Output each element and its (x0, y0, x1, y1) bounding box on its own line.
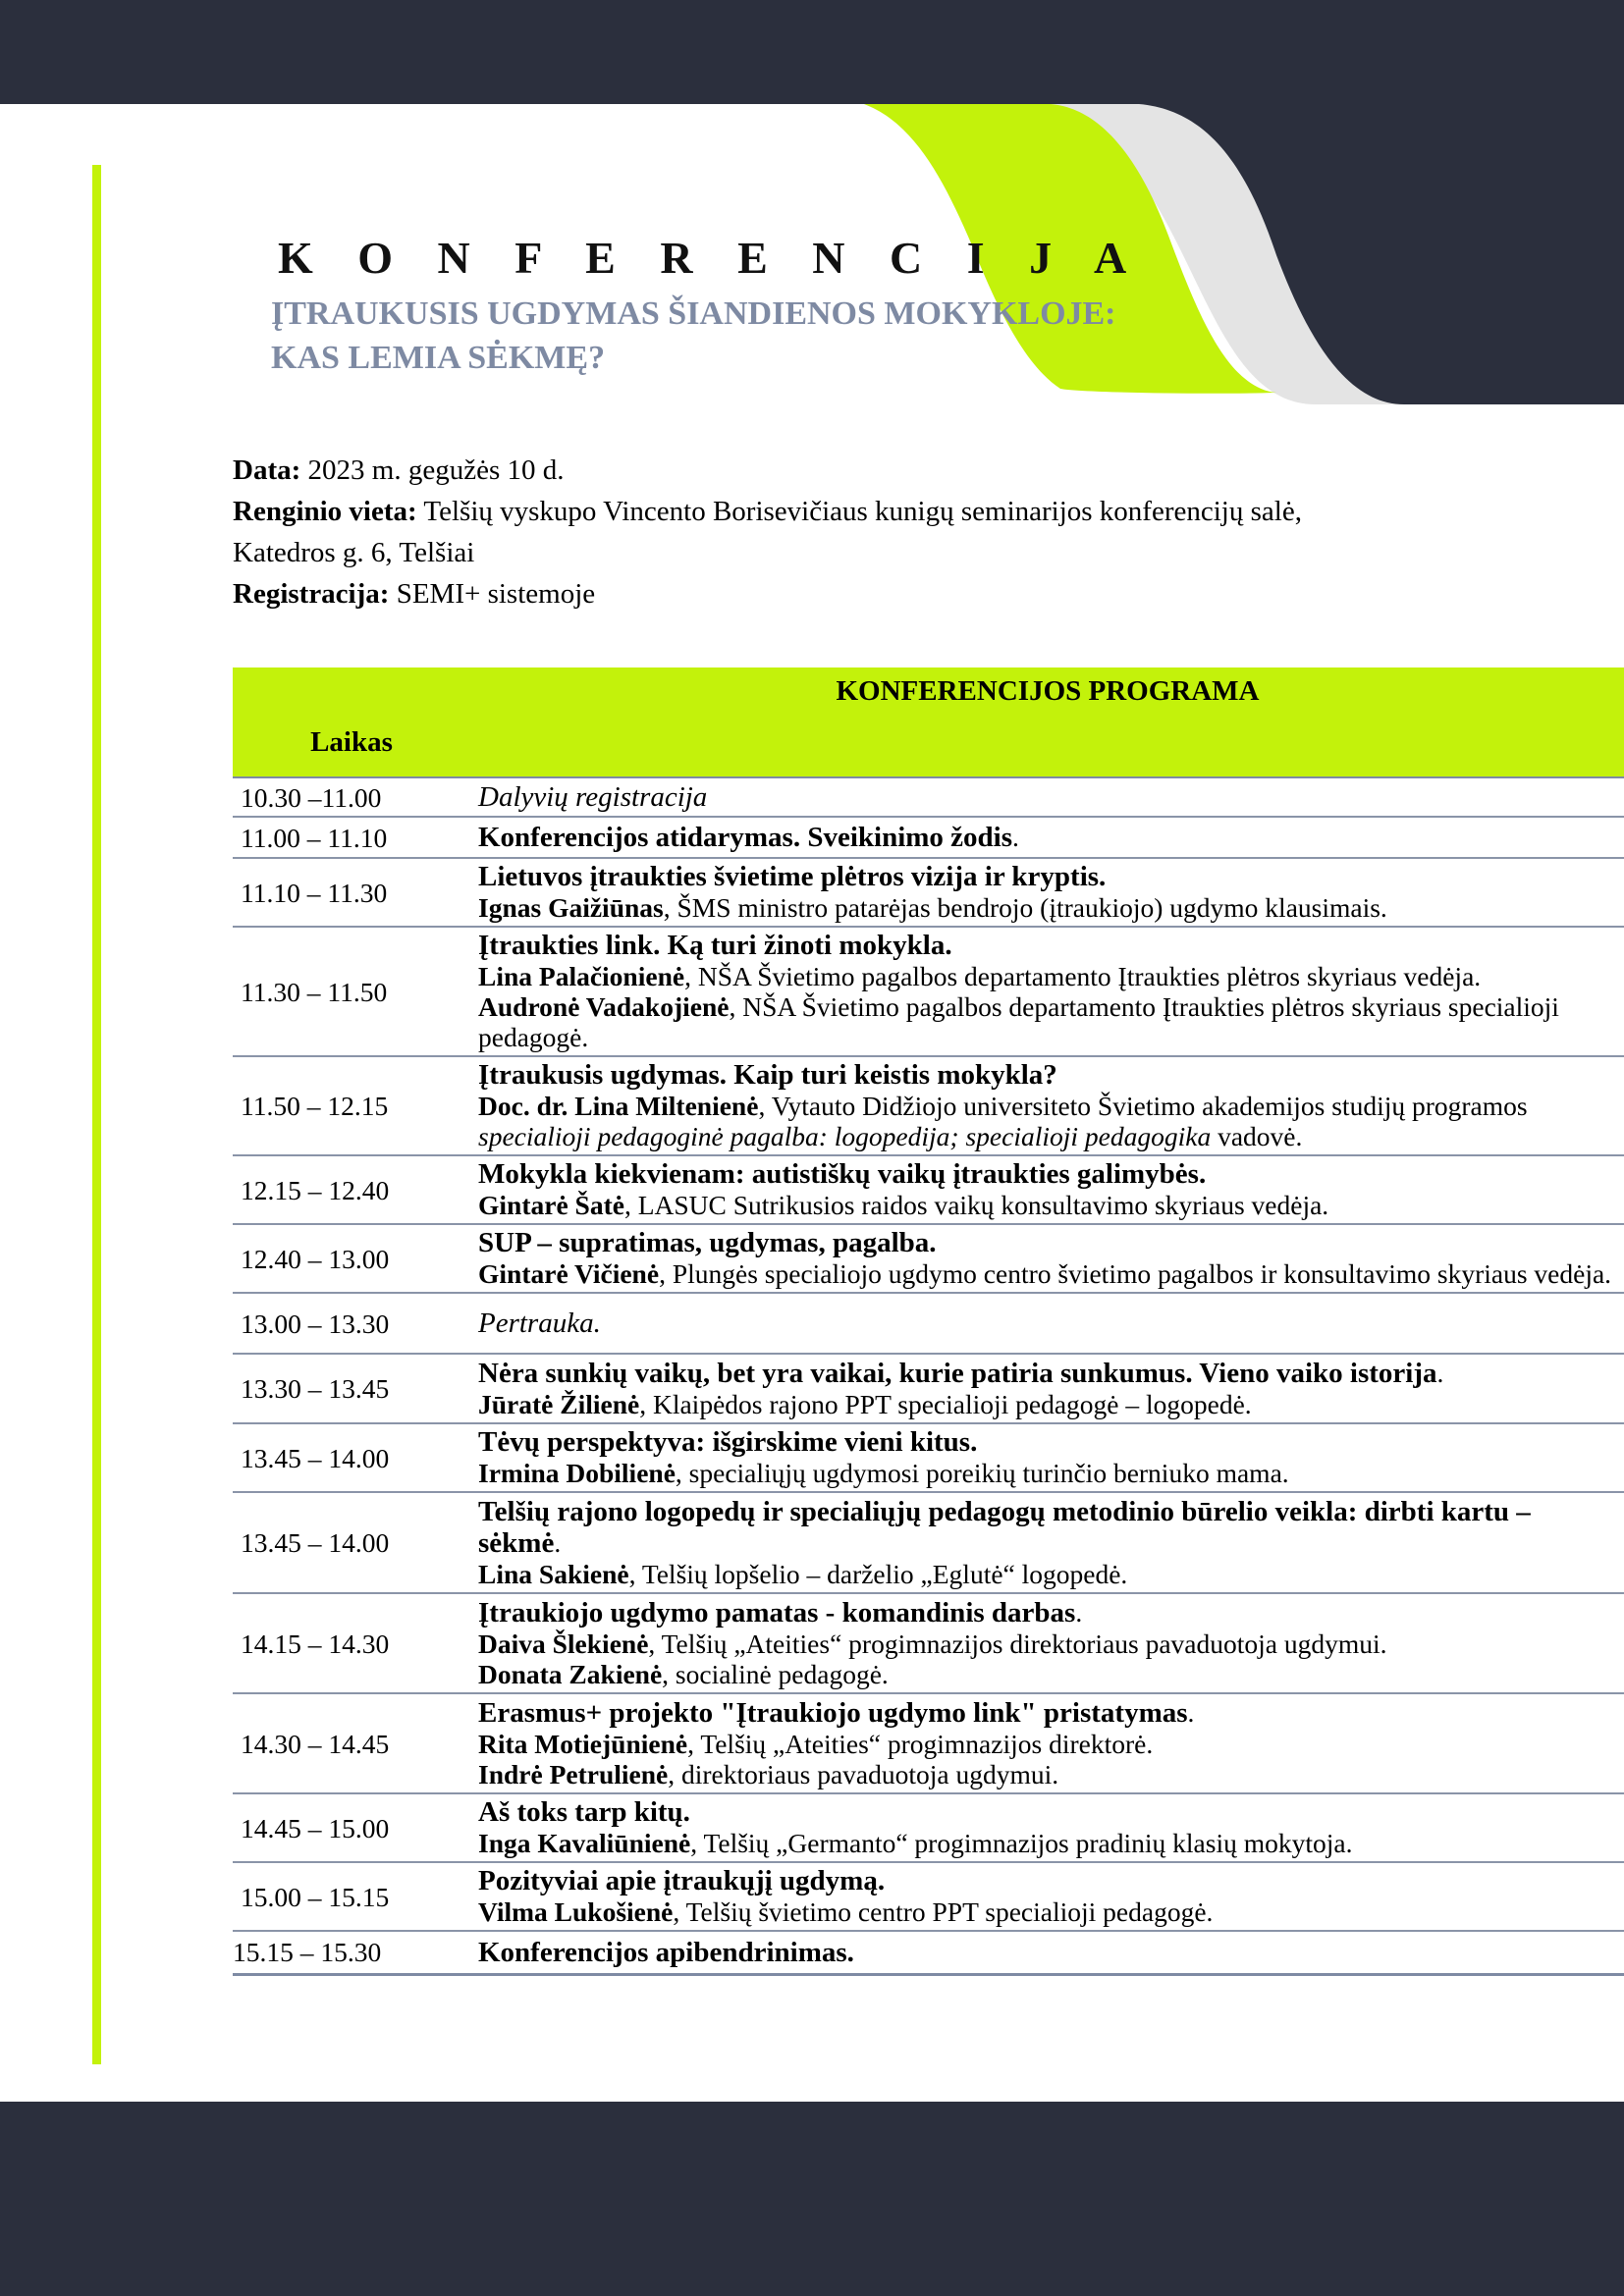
info-venue-address: Katedros g. 6, Telšiai (233, 537, 475, 568)
row-desc: Konferencijos apibendrinimas. (470, 1931, 1624, 1974)
table-row (233, 1793, 1624, 1862)
row-time: 13.30 – 13.45 (233, 1354, 470, 1423)
bottom-band (0, 2102, 1624, 2296)
table-row (233, 1224, 1624, 1293)
row-time: 15.15 – 15.30 (233, 1931, 470, 1974)
row-time: 11.30 – 11.50 (233, 927, 470, 1056)
row-desc: Įtraukties link. Ką turi žinoti mokykla. Lina Palačionienė, NŠA Švietimo pagalbos departamento Įtraukties plėtros skyriaus vedėja. Audronė Vadakojienė, NŠA Švietimo pagalbos departamento Įtraukties plėtros skyriaus specialioji pedagogė. (470, 927, 1624, 1056)
row-desc: Įtraukiojo ugdymo pamatas - komandinis darbas. Daiva Šlekienė, Telšių „Ateities“ progimnazijos direktoriaus pavaduotoja ugdymui. Donata Zakienė, socialinė pedagogė. (470, 1593, 1624, 1693)
row-time: 11.00 – 11.10 (233, 817, 470, 858)
table-row (233, 1423, 1624, 1492)
table-row (233, 1354, 1624, 1423)
row-time: 11.50 – 12.15 (233, 1056, 470, 1155)
speaker: Inga Kavaliūnienė, Telšių „Germanto“ progimnazijos pradinių klasių mokytoja. (478, 1828, 1353, 1858)
row-desc: Pertrauka. (470, 1293, 1624, 1354)
row-desc: SUP – supratimas, ugdymas, pagalba. Gintarė Vičienė, Plungės specialiojo ugdymo centro švietimo pagalbos ir konsultavimo skyriaus vedėja. (470, 1224, 1624, 1293)
side-accent-bar (92, 165, 101, 2064)
speaker: Audronė Vadakojienė, NŠA Švietimo pagalbos departamento Įtraukties plėtros skyriaus specialioji pedagogė. (478, 991, 1559, 1052)
column-header-program: KONFERENCIJOS PROGRAMA (470, 667, 1624, 777)
info-date: Data: 2023 m. gegužės 10 d. (233, 454, 565, 486)
program-header-row (233, 667, 1624, 777)
row-desc: Nėra sunkių vaikų, bet yra vaikai, kurie patiria sunkumus. Vieno vaiko istorija. Jūratė Žilienė, Klaipėdos rajono PPT specialioji pedagogė – logopedė. (470, 1354, 1624, 1423)
speaker: Vilma Lukošienė, Telšių švietimo centro PPT specialioji pedagogė. (478, 1896, 1214, 1927)
speaker: Indrė Petrulienė, direktoriaus pavaduotoja ugdymui. (478, 1759, 1059, 1789)
page-title: K O N F E R E N C I J A (278, 233, 1144, 283)
table-row (233, 777, 1624, 817)
row-desc: Konferencijos atidarymas. Sveikinimo žodis. (470, 817, 1624, 858)
table-row (233, 1931, 1624, 1974)
speaker: Lina Sakienė, Telšių lopšelio – darželio „Eglutė“ logopedė. (478, 1559, 1128, 1589)
row-desc: Telšių rajono logopedų ir specialiųjų pedagogų metodinio būrelio veikla: dirbti kartu – sėkmė. Lina Sakienė, Telšių lopšelio – darželio „Eglutė“ logopedė. (470, 1492, 1624, 1593)
table-row (233, 1862, 1624, 1931)
speaker: Irmina Dobilienė, specialiųjų ugdymosi poreikių turinčio berniuko mama. (478, 1458, 1289, 1488)
speaker: Gintarė Vičienė, Plungės specialiojo ugdymo centro švietimo pagalbos ir konsultavimo skyriaus vedėja. (478, 1258, 1612, 1289)
row-time: 14.15 – 14.30 (233, 1593, 470, 1693)
info-registration: Registracija: SEMI+ sistemoje (233, 578, 596, 610)
row-desc: Mokykla kiekvienam: autistiškų vaikų įtraukties galimybės. Gintarė Šatė, LASUC Sutrikusios raidos vaikų konsultavimo skyriaus vedėja. (470, 1155, 1624, 1224)
table-row (233, 1693, 1624, 1793)
table-row (233, 1593, 1624, 1693)
table-row (233, 1155, 1624, 1224)
row-time: 10.30 –11.00 (233, 777, 470, 817)
speaker: Gintarė Šatė, LASUC Sutrikusios raidos vaikų konsultavimo skyriaus vedėja. (478, 1190, 1329, 1220)
row-time: 12.15 – 12.40 (233, 1155, 470, 1224)
row-desc: Tėvų perspektyva: išgirskime vieni kitus. Irmina Dobilienė, specialiųjų ugdymosi poreikių turinčio berniuko mama. (470, 1423, 1624, 1492)
row-time: 14.45 – 15.00 (233, 1793, 470, 1862)
subtitle-line-2: KAS LEMIA SĖKMĘ? (271, 340, 606, 376)
row-desc: Pozityviai apie įtraukųjį ugdymą. Vilma Lukošienė, Telšių švietimo centro PPT specialioji pedagogė. (470, 1862, 1624, 1931)
speaker: Daiva Šlekienė, Telšių „Ateities“ progimnazijos direktoriaus pavaduotoja ugdymui. (478, 1629, 1387, 1659)
row-time: 12.40 – 13.00 (233, 1224, 470, 1293)
row-time: 15.00 – 15.15 (233, 1862, 470, 1931)
speaker: Rita Motiejūnienė, Telšių „Ateities“ progimnazijos direktorė. (478, 1729, 1154, 1759)
page-subtitle (271, 292, 1253, 380)
row-time: 14.30 – 14.45 (233, 1693, 470, 1793)
row-desc: Aš toks tarp kitų. Inga Kavaliūnienė, Telšių „Germanto“ progimnazijos pradinių klasių mokytoja. (470, 1793, 1624, 1862)
row-desc: Lietuvos įtraukties švietime plėtros vizija ir kryptis. Ignas Gaižiūnas, ŠMS ministro patarėjas bendrojo (įtraukiojo) ugdymo klausimais. (470, 858, 1624, 927)
table-row (233, 817, 1624, 858)
column-header-time: Laikas (233, 667, 470, 777)
program-table (233, 667, 1624, 1976)
speaker: Doc. dr. Lina Miltenienė, Vytauto Didžiojo universiteto Švietimo akademijos studijų programos specialioji pedagoginė pagalba: logopedija; specialioji pedagogika vadovė. (478, 1091, 1528, 1151)
info-venue: Renginio vieta: Telšių vyskupo Vincento Borisevičiaus kunigų seminarijos konferencijų salė, (233, 496, 1302, 527)
row-time: 13.45 – 14.00 (233, 1423, 470, 1492)
table-row (233, 1056, 1624, 1155)
speaker: Donata Zakienė, socialinė pedagogė. (478, 1659, 889, 1689)
table-row (233, 927, 1624, 1056)
speaker: Jūratė Žilienė, Klaipėdos rajono PPT specialioji pedagogė – logopedė. (478, 1389, 1252, 1419)
table-row (233, 858, 1624, 927)
event-info (233, 450, 1509, 614)
table-row (233, 1492, 1624, 1593)
row-desc: Erasmus+ projekto "Įtraukiojo ugdymo link" pristatymas. Rita Motiejūnienė, Telšių „Ateities“ progimnazijos direktorė. Indrė Petrulienė, direktoriaus pavaduotoja ugdymui. (470, 1693, 1624, 1793)
table-row (233, 1293, 1624, 1354)
subtitle-line-1: ĮTRAUKUSIS UGDYMAS ŠIANDIENOS MOKYKLOJE: (271, 295, 1116, 332)
speaker: Lina Palačionienė, NŠA Švietimo pagalbos departamento Įtraukties plėtros skyriaus vedėja. (478, 961, 1482, 991)
row-time: 13.45 – 14.00 (233, 1492, 470, 1593)
row-time: 11.10 – 11.30 (233, 858, 470, 927)
row-time: 13.00 – 13.30 (233, 1293, 470, 1354)
speaker: Ignas Gaižiūnas, ŠMS ministro patarėjas bendrojo (įtraukiojo) ugdymo klausimais. (478, 892, 1387, 923)
row-desc: Įtraukusis ugdymas. Kaip turi keistis mokykla? Doc. dr. Lina Miltenienė, Vytauto Didžiojo universiteto Švietimo akademijos studijų programos specialioji pedagoginė pagalba: logopedija; specialioji pedagogika vadovė. (470, 1056, 1624, 1155)
row-desc: Dalyvių registracija (470, 777, 1624, 817)
